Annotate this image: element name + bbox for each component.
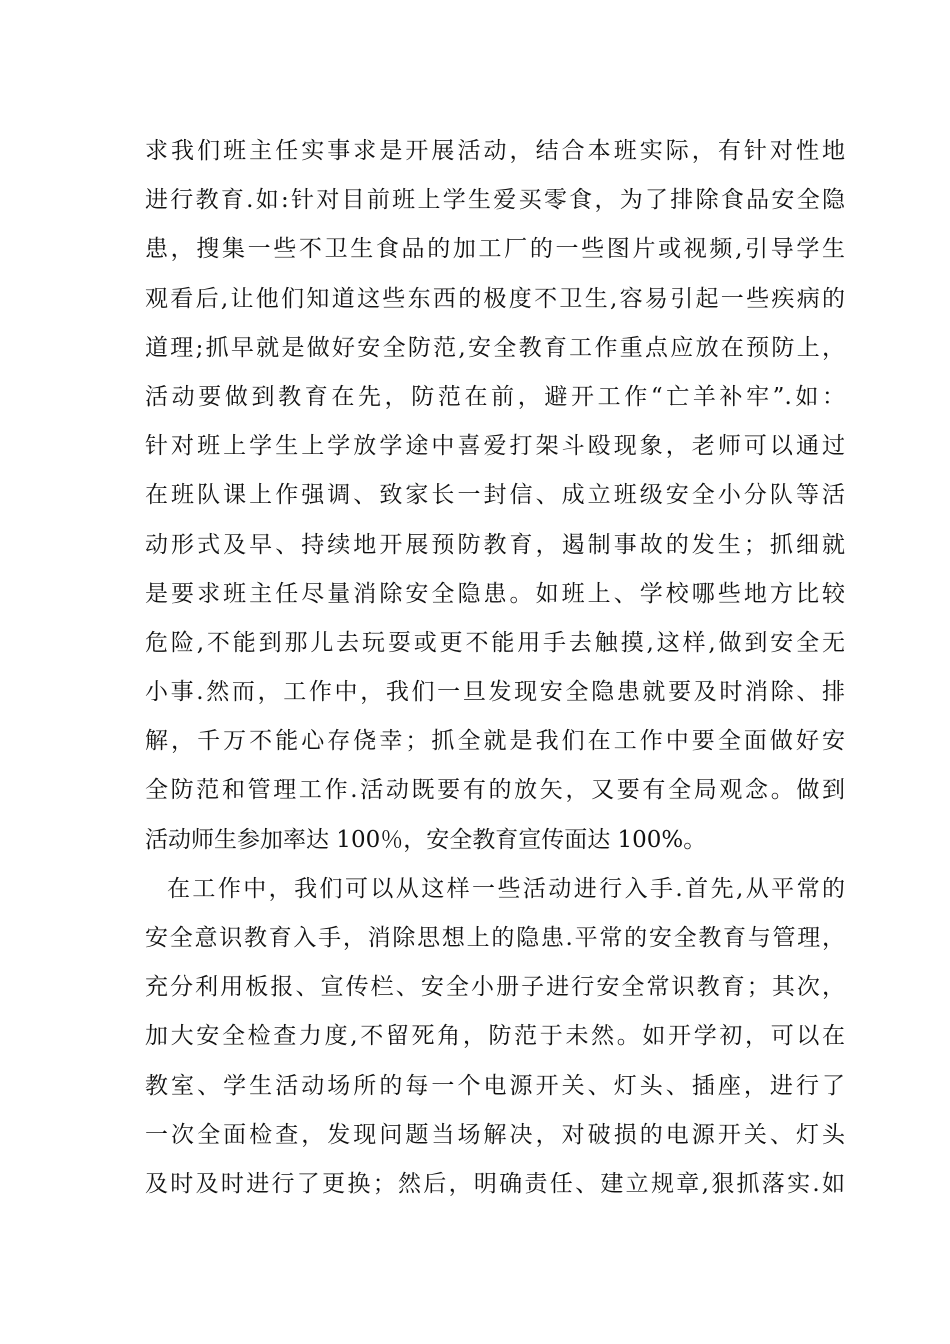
body-text: [145, 127, 845, 1209]
text-line-14: 全防范和管理工作.活动既要有的放矢，又要有全局观念。做到: [145, 777, 845, 804]
text-line-12: 小事.然而，工作中，我们一旦发现安全隐患就要及时消除、排: [145, 679, 845, 706]
text-line-3: 患，搜集一些不卫生食品的加工厂的一些图片或视频,引导学生: [145, 236, 845, 263]
text-line-16: 在工作中，我们可以从这样一些活动进行入手.首先,从平常的: [167, 875, 845, 902]
text-line-1: 求我们班主任实事求是开展活动，结合本班实际，有针对性地: [145, 138, 845, 164]
text-line-15: 活动师生参加率达 100％，安全教育宣传面达 100%。: [145, 826, 707, 853]
text-line-8: 在班队课上作强调、致家长一封信、成立班级安全小分队等活: [145, 482, 845, 509]
text-line-22: 及时及时进行了更换；然后，明确责任、建立规章,狠抓落实.如: [145, 1170, 845, 1197]
text-line-19: 加大安全检查力度,不留死角，防范于未然。如开学初，可以在: [145, 1023, 845, 1050]
text-line-6: 活动要做到教育在先，防范在前，避开工作“亡羊补牢”.如：: [145, 383, 845, 410]
text-line-11: 危险,不能到那儿去玩耍或更不能用手去触摸,这样,做到安全无: [145, 629, 845, 656]
text-line-21: 一次全面检查，发现问题当场解决，对破损的电源开关、灯头: [145, 1121, 845, 1148]
text-line-2: 进行教育.如:针对目前班上学生爱买零食，为了排除食品安全隐: [145, 187, 845, 214]
text-line-5: 道理;抓早就是做好安全防范,安全教育工作重点应放在预防上，: [145, 334, 845, 361]
text-line-17: 安全意识教育入手，消除思想上的隐患.平常的安全教育与管理，: [145, 925, 845, 951]
text-line-7: 针对班上学生上学放学途中喜爱打架斗殴现象，老师可以通过: [145, 433, 845, 460]
text-line-13: 解，千万不能心存侥幸；抓全就是我们在工作中要全面做好安: [145, 728, 845, 755]
text-line-4: 观看后,让他们知道这些东西的极度不卫生,容易引起一些疾病的: [145, 285, 845, 312]
text-line-18: 充分利用板报、宣传栏、安全小册子进行安全常识教育；其次，: [145, 974, 845, 1001]
text-line-20: 教室、学生活动场所的每一个电源开关、灯头、插座，进行了: [145, 1072, 845, 1099]
text-line-9: 动形式及早、持续地开展预防教育，遏制事故的发生；抓细就: [145, 531, 845, 558]
text-line-10: 是要求班主任尽量消除安全隐患。如班上、学校哪些地方比较: [145, 580, 845, 607]
